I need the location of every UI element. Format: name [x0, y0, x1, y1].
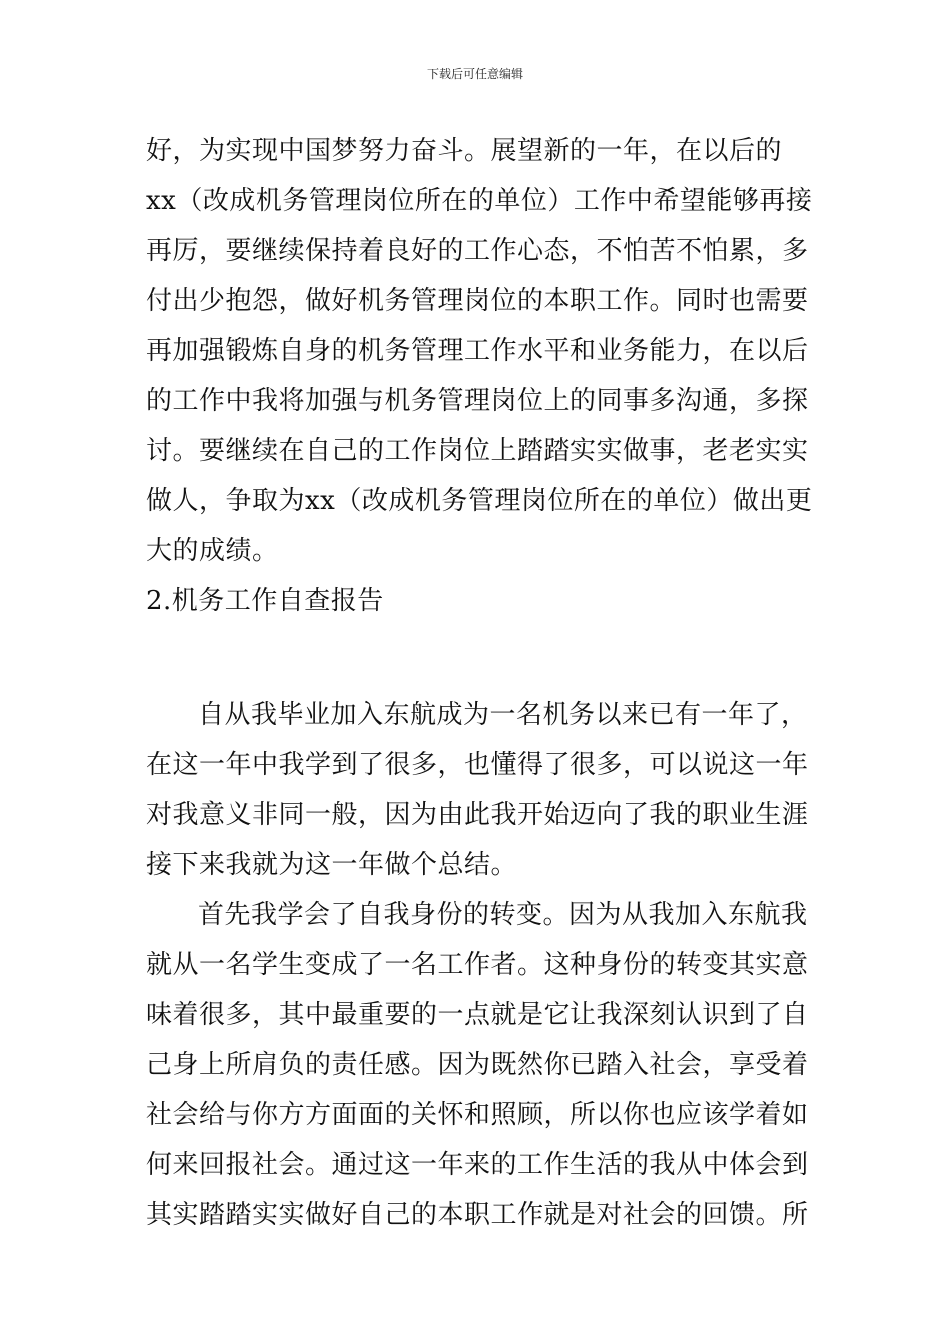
- section-2-heading: 2.机务工作自查报告: [146, 586, 384, 616]
- text-line: 再加强锻炼自身的机务管理工作水平和业务能力，在以后: [146, 336, 809, 366]
- text-line: 的工作中我将加强与机务管理岗位上的同事多沟通，多探: [146, 386, 809, 416]
- text-line: 首先我学会了自我身份的转变。因为从我加入东航我: [198, 900, 808, 930]
- text-line: 付出少抱怨，做好机务管理岗位的本职工作。同时也需要: [146, 286, 809, 316]
- text-line: 接下来我就为这一年做个总结。: [146, 850, 518, 880]
- blank-spacer: [146, 626, 808, 690]
- section-2-paragraph-2: [146, 890, 808, 1240]
- text-line: 自从我毕业加入东航成为一名机务以来已有一年了，: [198, 700, 808, 730]
- text-line: 再厉，要继续保持着良好的工作心态，不怕苦不怕累，多: [146, 236, 809, 266]
- text-line: 好，为实现中国梦努力奋斗。展望新的一年，在以后的: [146, 136, 783, 166]
- section-2-paragraph-1: [146, 690, 808, 890]
- text-line: 社会给与你方方面面的关怀和照顾，所以你也应该学着如: [146, 1100, 809, 1130]
- text-line: 讨。要继续在自己的工作岗位上踏踏实实做事，老老实实: [146, 436, 809, 466]
- text-line: 何来回报社会。通过这一年来的工作生活的我从中体会到: [146, 1150, 809, 1180]
- text-line: 己身上所肩负的责任感。因为既然你已踏入社会，享受着: [146, 1050, 809, 1080]
- text-line: 其实踏踏实实做好自己的本职工作就是对社会的回馈。所: [146, 1200, 809, 1230]
- text-line: xx（改成机务管理岗位所在的单位）工作中希望能够再接: [146, 186, 813, 216]
- text-line: 味着很多，其中最重要的一点就是它让我深刻认识到了自: [146, 1000, 809, 1030]
- section-1-paragraph: [146, 126, 813, 576]
- text-line: 对我意义非同一般，因为由此我开始迈向了我的职业生涯: [146, 800, 809, 830]
- document-body: [146, 126, 813, 1240]
- text-line: 大的成绩。: [146, 536, 279, 566]
- text-line: 在这一年中我学到了很多，也懂得了很多，可以说这一年: [146, 750, 809, 780]
- page-header-note: 下载后可任意编辑: [426, 67, 523, 81]
- text-line: 做人，争取为xx（改成机务管理岗位所在的单位）做出更: [146, 486, 813, 516]
- text-line: 就从一名学生变成了一名工作者。这种身份的转变其实意: [146, 950, 809, 980]
